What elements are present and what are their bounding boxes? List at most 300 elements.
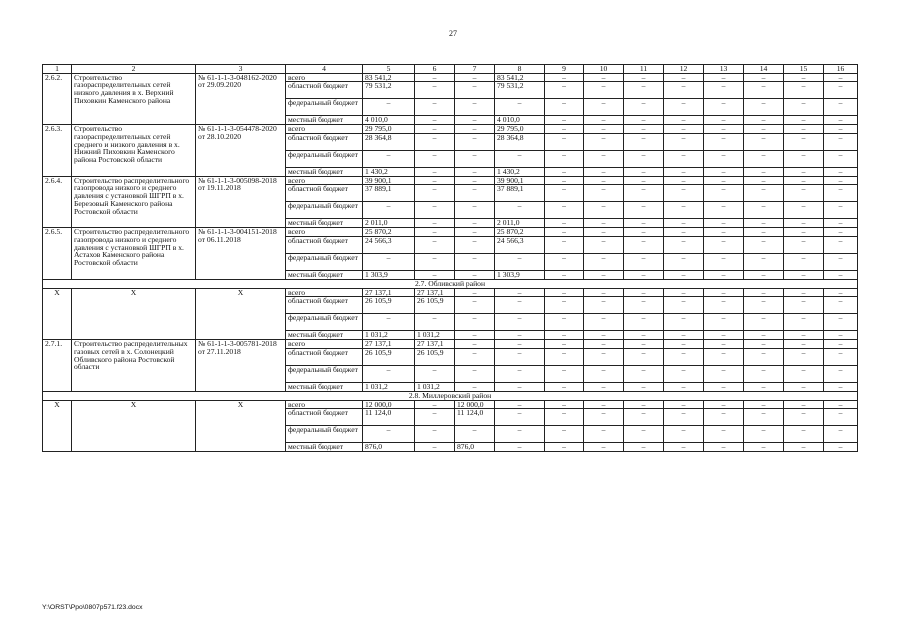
funding-source-label: областной бюджет bbox=[286, 409, 363, 426]
value-cell: – bbox=[664, 116, 704, 125]
value-cell: – bbox=[624, 133, 664, 150]
value-cell: – bbox=[704, 185, 744, 202]
value-cell: – bbox=[455, 176, 495, 185]
value-cell: – bbox=[824, 202, 858, 219]
value-cell: 876,0 bbox=[363, 443, 415, 452]
value-cell: 37 889,1 bbox=[495, 185, 545, 202]
value-cell: – bbox=[784, 202, 824, 219]
value-cell: – bbox=[545, 409, 584, 426]
value-cell: 1 031,2 bbox=[363, 382, 415, 391]
value-cell: – bbox=[744, 400, 784, 409]
funding-source-label: федеральный бюджет bbox=[286, 314, 363, 331]
value-cell: 4 010,0 bbox=[363, 116, 415, 125]
value-cell: – bbox=[624, 340, 664, 349]
value-cell: – bbox=[495, 365, 545, 382]
value-cell: – bbox=[415, 270, 455, 279]
value-cell: – bbox=[784, 167, 824, 176]
value-cell: – bbox=[495, 202, 545, 219]
value-cell: – bbox=[744, 202, 784, 219]
value-cell: – bbox=[415, 167, 455, 176]
item-document: № 61-1-1-3-054478-2020 от 28.10.2020 bbox=[196, 125, 286, 176]
funding-source-label: областной бюджет bbox=[286, 348, 363, 365]
value-cell: – bbox=[495, 382, 545, 391]
value-cell: 26 105,9 bbox=[415, 348, 455, 365]
value-cell: – bbox=[455, 125, 495, 134]
value-cell: – bbox=[545, 331, 584, 340]
value-cell: – bbox=[744, 348, 784, 365]
value-cell: – bbox=[664, 236, 704, 253]
value-cell: 1 031,2 bbox=[415, 331, 455, 340]
value-cell: – bbox=[824, 331, 858, 340]
value-cell: – bbox=[744, 340, 784, 349]
value-cell: – bbox=[784, 176, 824, 185]
value-cell: – bbox=[824, 253, 858, 270]
value-cell: – bbox=[415, 426, 455, 443]
value-cell: – bbox=[624, 443, 664, 452]
item-name: Строительство газораспределительных сетей низкого давления в х. Верхний Пиховкин Каменского района bbox=[72, 73, 196, 124]
funding-source-label: областной бюджет bbox=[286, 133, 363, 150]
value-cell: 12 000,0 bbox=[363, 400, 415, 409]
value-cell: – bbox=[584, 365, 624, 382]
value-cell: – bbox=[824, 270, 858, 279]
value-cell: – bbox=[455, 426, 495, 443]
value-cell: – bbox=[744, 133, 784, 150]
value-cell: – bbox=[704, 202, 744, 219]
value-cell: – bbox=[784, 116, 824, 125]
value-cell: – bbox=[824, 314, 858, 331]
value-cell: – bbox=[664, 73, 704, 82]
value-cell: – bbox=[704, 82, 744, 99]
value-cell: – bbox=[624, 426, 664, 443]
value-cell: – bbox=[744, 167, 784, 176]
value-cell: – bbox=[784, 426, 824, 443]
value-cell: – bbox=[584, 382, 624, 391]
value-cell: 27 137,1 bbox=[415, 288, 455, 297]
value-cell: – bbox=[664, 270, 704, 279]
value-cell: – bbox=[545, 176, 584, 185]
value-cell: 27 137,1 bbox=[363, 340, 415, 349]
funding-source-label: федеральный бюджет bbox=[286, 365, 363, 382]
value-cell: – bbox=[455, 340, 495, 349]
value-cell: – bbox=[584, 331, 624, 340]
value-cell: 25 870,2 bbox=[495, 228, 545, 237]
value-cell: – bbox=[744, 270, 784, 279]
item-number: 2.6.3. bbox=[43, 125, 72, 176]
funding-source-label: всего bbox=[286, 400, 363, 409]
value-cell: – bbox=[545, 288, 584, 297]
value-cell: – bbox=[495, 314, 545, 331]
value-cell: 27 137,1 bbox=[363, 288, 415, 297]
item-number: Х bbox=[43, 288, 72, 339]
value-cell: – bbox=[584, 167, 624, 176]
value-cell: – bbox=[704, 400, 744, 409]
value-cell: 28 364,8 bbox=[363, 133, 415, 150]
value-cell: – bbox=[545, 382, 584, 391]
value-cell: – bbox=[664, 409, 704, 426]
value-cell: – bbox=[624, 167, 664, 176]
value-cell: – bbox=[824, 167, 858, 176]
value-cell: – bbox=[624, 176, 664, 185]
value-cell: – bbox=[704, 348, 744, 365]
value-cell: – bbox=[784, 348, 824, 365]
funding-source-label: областной бюджет bbox=[286, 82, 363, 99]
value-cell: – bbox=[784, 236, 824, 253]
value-cell: 28 364,8 bbox=[495, 133, 545, 150]
value-cell: 1 303,9 bbox=[495, 270, 545, 279]
funding-source-label: областной бюджет bbox=[286, 236, 363, 253]
value-cell: – bbox=[584, 340, 624, 349]
funding-source-label: местный бюджет bbox=[286, 167, 363, 176]
value-cell: – bbox=[415, 228, 455, 237]
value-cell: – bbox=[784, 219, 824, 228]
value-cell: – bbox=[545, 228, 584, 237]
funding-source-label: местный бюджет bbox=[286, 116, 363, 125]
value-cell: – bbox=[784, 73, 824, 82]
value-cell: – bbox=[545, 400, 584, 409]
value-cell: – bbox=[664, 331, 704, 340]
value-cell: – bbox=[624, 219, 664, 228]
value-cell: 2 011,0 bbox=[363, 219, 415, 228]
value-cell: – bbox=[584, 116, 624, 125]
value-cell: – bbox=[704, 314, 744, 331]
column-number-header: 11 bbox=[624, 65, 664, 74]
value-cell: – bbox=[584, 236, 624, 253]
value-cell: – bbox=[624, 314, 664, 331]
funding-source-label: всего bbox=[286, 125, 363, 134]
value-cell: – bbox=[664, 340, 704, 349]
value-cell: – bbox=[664, 253, 704, 270]
value-cell: – bbox=[824, 133, 858, 150]
value-cell: – bbox=[664, 382, 704, 391]
column-number-header: 6 bbox=[415, 65, 455, 74]
item-number: 2.6.4. bbox=[43, 176, 72, 227]
value-cell: – bbox=[664, 125, 704, 134]
value-cell: – bbox=[744, 409, 784, 426]
value-cell: – bbox=[624, 382, 664, 391]
value-cell: 83 541,2 bbox=[363, 73, 415, 82]
value-cell: – bbox=[664, 288, 704, 297]
value-cell: – bbox=[363, 314, 415, 331]
item-name: Строительство газораспределительных сетей среднего и низкого давления в х. Нижний Пиховкин Каменского района Ростовской области bbox=[72, 125, 196, 176]
value-cell: – bbox=[664, 297, 704, 314]
value-cell: – bbox=[664, 314, 704, 331]
value-cell: – bbox=[704, 133, 744, 150]
value-cell: – bbox=[545, 99, 584, 116]
value-cell: – bbox=[624, 253, 664, 270]
value-cell: – bbox=[415, 400, 455, 409]
value-cell: – bbox=[545, 236, 584, 253]
value-cell: – bbox=[455, 297, 495, 314]
value-cell: – bbox=[584, 150, 624, 167]
funding-source-label: федеральный бюджет bbox=[286, 426, 363, 443]
value-cell: – bbox=[415, 185, 455, 202]
funding-source-label: местный бюджет bbox=[286, 270, 363, 279]
value-cell: – bbox=[624, 150, 664, 167]
table-row bbox=[43, 125, 858, 134]
value-cell: – bbox=[363, 365, 415, 382]
value-cell: – bbox=[744, 82, 784, 99]
value-cell: – bbox=[744, 426, 784, 443]
value-cell: – bbox=[824, 176, 858, 185]
value-cell: – bbox=[744, 73, 784, 82]
value-cell: – bbox=[784, 288, 824, 297]
value-cell: – bbox=[784, 365, 824, 382]
budget-table bbox=[42, 64, 858, 452]
table-row bbox=[43, 288, 858, 297]
column-number-header: 16 bbox=[824, 65, 858, 74]
value-cell: – bbox=[624, 288, 664, 297]
column-number-header: 9 bbox=[545, 65, 584, 74]
value-cell: – bbox=[664, 228, 704, 237]
value-cell: – bbox=[744, 116, 784, 125]
value-cell: – bbox=[495, 253, 545, 270]
section-row bbox=[43, 391, 858, 400]
value-cell: 26 105,9 bbox=[363, 297, 415, 314]
funding-source-label: местный бюджет bbox=[286, 382, 363, 391]
value-cell: – bbox=[784, 253, 824, 270]
value-cell: – bbox=[784, 150, 824, 167]
value-cell: – bbox=[415, 365, 455, 382]
value-cell: – bbox=[784, 125, 824, 134]
value-cell: – bbox=[545, 314, 584, 331]
funding-source-label: федеральный бюджет bbox=[286, 253, 363, 270]
value-cell: – bbox=[455, 185, 495, 202]
item-document: Х bbox=[196, 400, 286, 451]
value-cell: – bbox=[545, 82, 584, 99]
value-cell: – bbox=[495, 288, 545, 297]
value-cell: – bbox=[455, 236, 495, 253]
value-cell: – bbox=[455, 133, 495, 150]
value-cell: – bbox=[584, 400, 624, 409]
value-cell: 37 889,1 bbox=[363, 185, 415, 202]
value-cell: – bbox=[824, 82, 858, 99]
value-cell: – bbox=[784, 185, 824, 202]
value-cell: – bbox=[704, 99, 744, 116]
value-cell: – bbox=[824, 116, 858, 125]
value-cell: – bbox=[545, 348, 584, 365]
item-document: № 61-1-1-3-004151-2018 от 06.11.2018 bbox=[196, 228, 286, 279]
value-cell: – bbox=[664, 82, 704, 99]
value-cell: – bbox=[495, 409, 545, 426]
value-cell: – bbox=[415, 73, 455, 82]
value-cell: – bbox=[824, 443, 858, 452]
value-cell: 876,0 bbox=[455, 443, 495, 452]
value-cell: – bbox=[545, 73, 584, 82]
value-cell: – bbox=[545, 167, 584, 176]
value-cell: – bbox=[495, 150, 545, 167]
value-cell: – bbox=[545, 219, 584, 228]
value-cell: – bbox=[455, 382, 495, 391]
value-cell: – bbox=[584, 219, 624, 228]
value-cell: – bbox=[664, 202, 704, 219]
value-cell: – bbox=[495, 348, 545, 365]
value-cell: 83 541,2 bbox=[495, 73, 545, 82]
value-cell: – bbox=[545, 340, 584, 349]
funding-source-label: областной бюджет bbox=[286, 185, 363, 202]
value-cell: – bbox=[704, 443, 744, 452]
funding-source-label: федеральный бюджет bbox=[286, 99, 363, 116]
value-cell: – bbox=[455, 228, 495, 237]
value-cell: – bbox=[415, 99, 455, 116]
value-cell: – bbox=[584, 125, 624, 134]
funding-source-label: всего bbox=[286, 176, 363, 185]
value-cell: 79 531,2 bbox=[495, 82, 545, 99]
item-number: 2.6.2. bbox=[43, 73, 72, 124]
value-cell: – bbox=[624, 297, 664, 314]
value-cell: – bbox=[363, 99, 415, 116]
value-cell: – bbox=[824, 348, 858, 365]
page-number: 27 bbox=[449, 29, 457, 38]
value-cell: – bbox=[744, 314, 784, 331]
item-name: Строительство распределительных газовых сетей в х. Солонецкий Обливского района Ростовской области bbox=[72, 340, 196, 391]
value-cell: 39 900,1 bbox=[495, 176, 545, 185]
value-cell: – bbox=[704, 297, 744, 314]
value-cell: – bbox=[584, 409, 624, 426]
funding-source-label: местный бюджет bbox=[286, 331, 363, 340]
value-cell: – bbox=[664, 348, 704, 365]
item-document: Х bbox=[196, 288, 286, 339]
funding-source-label: всего bbox=[286, 73, 363, 82]
column-number-header: 5 bbox=[363, 65, 415, 74]
value-cell: – bbox=[824, 150, 858, 167]
column-number-header: 3 bbox=[196, 65, 286, 74]
value-cell: – bbox=[624, 365, 664, 382]
funding-source-label: всего bbox=[286, 288, 363, 297]
value-cell: – bbox=[545, 202, 584, 219]
value-cell: – bbox=[704, 219, 744, 228]
value-cell: – bbox=[784, 340, 824, 349]
value-cell: – bbox=[584, 426, 624, 443]
value-cell: – bbox=[363, 426, 415, 443]
value-cell: – bbox=[545, 365, 584, 382]
header-row bbox=[43, 65, 858, 74]
value-cell: – bbox=[584, 253, 624, 270]
table-row bbox=[43, 340, 858, 349]
value-cell: – bbox=[455, 253, 495, 270]
value-cell: – bbox=[824, 185, 858, 202]
value-cell: – bbox=[784, 409, 824, 426]
value-cell: – bbox=[455, 270, 495, 279]
value-cell: – bbox=[664, 167, 704, 176]
value-cell: – bbox=[744, 382, 784, 391]
value-cell: – bbox=[415, 443, 455, 452]
value-cell: 27 137,1 bbox=[415, 340, 455, 349]
value-cell: – bbox=[584, 99, 624, 116]
value-cell: – bbox=[415, 176, 455, 185]
column-number-header: 15 bbox=[784, 65, 824, 74]
item-name: Х bbox=[72, 400, 196, 451]
item-number: Х bbox=[43, 400, 72, 451]
value-cell: – bbox=[455, 202, 495, 219]
item-document: № 61-1-1-3-005098-2018 от 19.11.2018 bbox=[196, 176, 286, 227]
item-name: Х bbox=[72, 288, 196, 339]
value-cell: – bbox=[495, 99, 545, 116]
value-cell: – bbox=[415, 314, 455, 331]
value-cell: – bbox=[495, 443, 545, 452]
value-cell: – bbox=[584, 348, 624, 365]
table-row bbox=[43, 176, 858, 185]
value-cell: – bbox=[784, 331, 824, 340]
value-cell: – bbox=[415, 253, 455, 270]
value-cell: – bbox=[704, 116, 744, 125]
column-number-header: 7 bbox=[455, 65, 495, 74]
value-cell: 24 566,3 bbox=[363, 236, 415, 253]
value-cell: 1 303,9 bbox=[363, 270, 415, 279]
value-cell: – bbox=[415, 219, 455, 228]
value-cell: – bbox=[545, 125, 584, 134]
value-cell: – bbox=[624, 331, 664, 340]
value-cell: 11 124,0 bbox=[455, 409, 495, 426]
value-cell: – bbox=[455, 150, 495, 167]
value-cell: – bbox=[664, 443, 704, 452]
value-cell: – bbox=[744, 150, 784, 167]
value-cell: – bbox=[744, 236, 784, 253]
value-cell: – bbox=[545, 426, 584, 443]
value-cell: – bbox=[664, 185, 704, 202]
value-cell: – bbox=[664, 365, 704, 382]
value-cell: – bbox=[545, 150, 584, 167]
value-cell: 11 124,0 bbox=[363, 409, 415, 426]
value-cell: – bbox=[704, 409, 744, 426]
value-cell: – bbox=[584, 133, 624, 150]
value-cell: – bbox=[824, 426, 858, 443]
value-cell: – bbox=[664, 133, 704, 150]
funding-source-label: местный бюджет bbox=[286, 219, 363, 228]
table-row bbox=[43, 400, 858, 409]
table-row bbox=[43, 73, 858, 82]
value-cell: – bbox=[664, 426, 704, 443]
value-cell: – bbox=[584, 176, 624, 185]
value-cell: – bbox=[624, 400, 664, 409]
value-cell: – bbox=[455, 314, 495, 331]
value-cell: – bbox=[545, 133, 584, 150]
value-cell: – bbox=[624, 236, 664, 253]
value-cell: – bbox=[824, 99, 858, 116]
value-cell: – bbox=[784, 382, 824, 391]
value-cell: – bbox=[545, 297, 584, 314]
section-title: 2.8. Миллеровский район bbox=[43, 391, 858, 400]
value-cell: – bbox=[824, 400, 858, 409]
value-cell: 2 011,0 bbox=[495, 219, 545, 228]
value-cell: – bbox=[704, 73, 744, 82]
value-cell: – bbox=[704, 270, 744, 279]
value-cell: – bbox=[704, 125, 744, 134]
value-cell: – bbox=[415, 150, 455, 167]
value-cell: – bbox=[824, 297, 858, 314]
column-number-header: 4 bbox=[286, 65, 363, 74]
value-cell: – bbox=[824, 236, 858, 253]
value-cell: – bbox=[704, 167, 744, 176]
value-cell: – bbox=[584, 314, 624, 331]
value-cell: – bbox=[664, 400, 704, 409]
value-cell: – bbox=[744, 443, 784, 452]
value-cell: – bbox=[495, 331, 545, 340]
section-row bbox=[43, 279, 858, 288]
value-cell: – bbox=[704, 150, 744, 167]
value-cell: – bbox=[704, 365, 744, 382]
value-cell: 29 795,0 bbox=[363, 125, 415, 134]
value-cell: – bbox=[704, 228, 744, 237]
value-cell: 4 010,0 bbox=[495, 116, 545, 125]
value-cell: – bbox=[495, 426, 545, 443]
item-name: Строительство распределительного газопровода низкого и среднего давления с установкой ШГРП в х. Березовый Каменского района Ростовской области bbox=[72, 176, 196, 227]
value-cell: 39 900,1 bbox=[363, 176, 415, 185]
value-cell: – bbox=[704, 176, 744, 185]
value-cell: 29 795,0 bbox=[495, 125, 545, 134]
value-cell: – bbox=[455, 288, 495, 297]
value-cell: – bbox=[784, 400, 824, 409]
funding-source-label: областной бюджет bbox=[286, 297, 363, 314]
